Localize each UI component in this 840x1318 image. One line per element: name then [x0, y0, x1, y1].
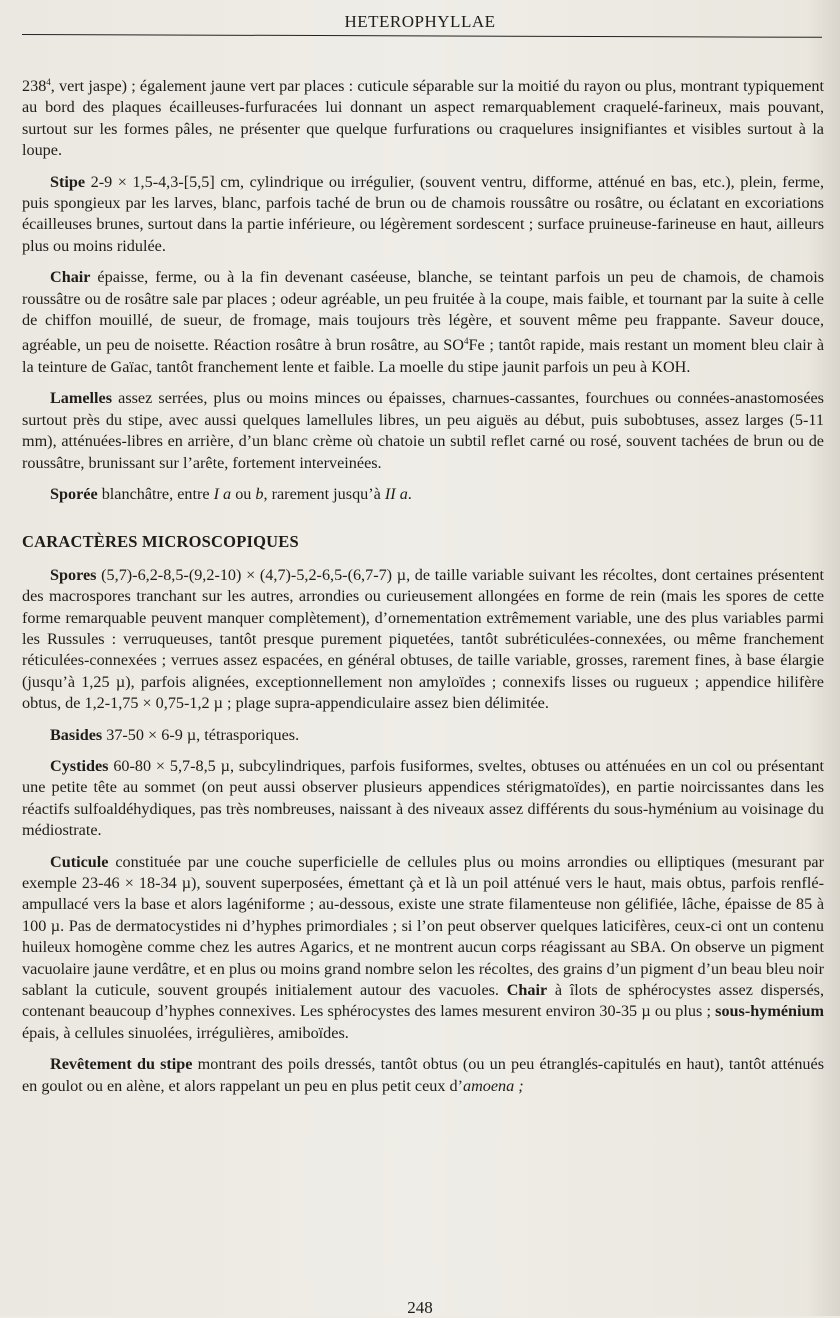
- term-label: Lamelles: [50, 389, 113, 408]
- section-heading: CARACTÈRES MICROSCOPIQUES: [22, 532, 299, 552]
- body-text: [22, 72, 824, 1107]
- term-label: Stipe: [50, 172, 86, 191]
- text-run: constituée par une couche superficielle de cellules plus ou moins arrondies ou elliptiques (mesurant par exemple 23-46 × 18-34 µ), souvent superposées, émettant çà et là un poil atténué vers le haut, mais obtus, parfois renflé-ampullacé vers la base et alors lagéniforme ; au-dessous, existe une strate filamenteuse non gélifiée, lâche, épaisse de 85 à 100 µ. Pas de dermatocystides ni d’hyphes primordiales ; si l’on peut observer quelques laticifères, ceux-ci ont un contenu huileux homogène comme chez les autres Agarics, et ne montrent aucun corps réagissant au SBA. On observe un pigment vacuolaire jaune verdâtre, et en plus ou moins grand nombre selon les récoltes, des grains d’un pigment d’un beau bleu noir sablant la cuticule, souvent groupés initialement autour des vacuoles.: [22, 852, 824, 1000]
- paragraph-continuation: [22, 72, 824, 162]
- paragraph-sporee: [22, 484, 824, 505]
- term-label: sous-hyménium: [715, 1002, 824, 1021]
- term-label: Revêtement du stipe: [50, 1055, 193, 1074]
- text-run: , vert jaspe) ; également jaune vert par places : cuticule séparable sur la moitié du rayon ou plus, montrant typiquement au bord des plaques écailleuses-furfuracées lui donnant un aspect remarquablement craquelé-farineux, mais pouvant, surtout sur les formes pâles, ne présenter que quelque furfurations ou craquelures insignifiantes et visibles surtout à la loupe.: [22, 77, 824, 160]
- text-run: à îlots de sphérocystes assez dispersés, contenant beaucoup d’hyphes connexives. Les sphérocystes des lames mesurent environ 30-35 µ ou plus ;: [22, 981, 825, 1021]
- term-label: Cuticule: [50, 852, 109, 871]
- text-run: blanchâtre, entre: [97, 484, 214, 503]
- paragraph-revetement: [22, 1054, 824, 1097]
- text-run: épais, à cellules sinuolées, irrégulières, amiboïdes.: [22, 1023, 349, 1042]
- term-label: Sporée: [50, 484, 98, 503]
- term-label: Spores: [50, 565, 97, 584]
- superscript: 4: [463, 336, 469, 347]
- superscript: 4: [46, 77, 51, 87]
- text-run: Fe ; tantôt rapide, mais restant un moment bleu clair à la teinture de Gaïac, tantôt franchement lente et faible. La moelle du stipe jaunit parfois un peu à KOH.: [22, 336, 825, 376]
- paragraph-cystides: [22, 756, 824, 842]
- term-label: Basides: [50, 725, 103, 744]
- paragraph-spores: [22, 565, 824, 715]
- text-run: montrant des poils dressés, tantôt obtus (ou un peu étranglés-capitulés en haut), tantôt atténués en goulot ou en alène, et alors rappelant un peu en plus petit ceux d’: [22, 1055, 824, 1095]
- italic-run: amoena ;: [462, 1076, 524, 1095]
- paragraph-basides: [22, 725, 824, 746]
- term-label: Cystides: [50, 756, 109, 775]
- text-run: (5,7)-6,2-8,5-(9,2-10) × (4,7)-5,2-6,5-(6,7-7) µ, de taille variable suivant les récoltes, dont certaines présentent des macrospores tranchant sur les autres, arrondies ou curieusement allongées en forme de rein (mais les spores de cette forme remarquable peuvent manquer complètement), d’ornementation extrêmement variable, une des plus variables parmi les Russules : verruqueuses, tantôt presque purement piquetées, tantôt subréticulées-connexées, ou même franchement réticulées-connexées ; verrues assez espacées, en général obtuses, de taille variable, grosses, rarement fines, à base élargie (jusqu’à 1,25 µ), parfois alignées, exceptionnellement non amyloïdes ; connexifs lisses ou rugueux ; appendice hilifère obtus, de 1,2-1,75 × 0,75-1,2 µ ; plage supra-appendiculaire assez bien délimitée.: [22, 565, 824, 713]
- term-label: Chair: [50, 268, 91, 287]
- paragraph-chair: [22, 267, 824, 378]
- running-head: HETEROPHYLLAE: [344, 12, 496, 31]
- text-run: 2-9 × 1,5-4,3-[5,5] cm, cylindrique ou irrégulier, (souvent ventru, difforme, atténué en bas, etc.), plein, ferme, puis spongieux par les larves, blanc, parfois taché de brun ou de chamois roussâtre ou rosâtre, ou éclatant en excoriations écailleuses brunes, surtout dans la partie inférieure, ou légèrement sordescent ; surface pruineuse-farineuse en haut, ailleurs plus ou moins ridulée.: [22, 172, 824, 255]
- text-run: assez serrées, plus ou moins minces ou épaisses, charnues-cassantes, fourchues ou connées-anastomosées surtout près du stipe, avec aussi quelques lamellules libres, un peu aiguës au début, puis subobtuses, assez larges (5-11 mm), atténuées-libres en arrière, d’un blanc crème où chatoie un subtil reflet carné ou rosé, souvent tachées de brun ou de roussâtre, brunissant sur l’arête, fortement interveinées.: [22, 389, 824, 472]
- paragraph-lamelles: [22, 388, 824, 474]
- text-run: 60-80 × 5,7-8,5 µ, subcylindriques, parfois fusiformes, sveltes, obtuses ou atténuées en un col ou présentant une petite tête au sommet (on peut aussi observer plusieurs appendices stérigmatoïdes), en partie noircissantes dans les réactifs sulfoaldéhydiques, pas très nombreuses, naissant à des niveaux assez différents du sous-hyménium au voisinage du médiostrate.: [22, 756, 824, 840]
- term-label: Chair: [506, 981, 548, 1000]
- paragraph-cuticule: [22, 852, 824, 1045]
- header-rule: [22, 34, 822, 38]
- text-run: ou: [231, 484, 256, 503]
- text-run: épaisse, ferme, ou à la fin devenant caséeuse, blanche, se teintant parfois un peu de chamois, de chamois roussâtre ou de rosâtre sale par places ; odeur agréable, un peu fruitée à la coupe, mais faible, et tournant par la suite à celle de chiffon mouillé, de sueur, de fromage, mais toujours très légère, et souvent même peu frappante. Saveur douce, agréable, un peu de noisette. Réaction rosâtre à brun rosâtre, au SO: [22, 268, 824, 355]
- text-run: .: [407, 484, 412, 503]
- text-run: 238: [22, 77, 47, 95]
- paragraph-stipe: [22, 172, 824, 258]
- text-run: , rarement jusqu’à: [263, 484, 385, 503]
- italic-run: b: [255, 484, 264, 503]
- page-number: 248: [407, 1298, 433, 1317]
- text-run: 37-50 × 6-9 µ, tétrasporiques.: [102, 725, 300, 744]
- italic-run: II a: [384, 484, 408, 503]
- italic-run: I a: [213, 484, 232, 503]
